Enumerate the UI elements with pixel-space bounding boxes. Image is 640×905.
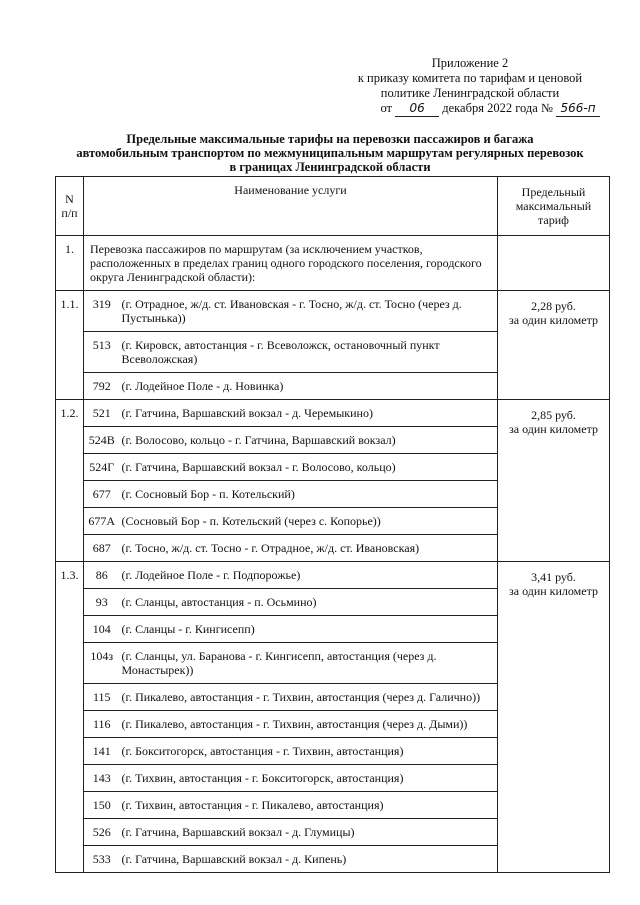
handwritten-order-number: 566-п (556, 101, 600, 117)
group-number: 1.1. (56, 291, 84, 400)
route-name: (г. Гатчина, Варшавский вокзал - г. Волосово, кольцо) (120, 454, 498, 481)
handwritten-day: 06 (395, 101, 439, 117)
appendix-block (340, 56, 600, 117)
group-tariff: 3,41 руб. за один километр (498, 562, 610, 873)
route-code: 513 (84, 332, 120, 373)
route-row (56, 291, 610, 332)
route-name: (г. Гатчина, Варшавский вокзал - д. Кипень) (120, 846, 498, 873)
appendix-committee: политике Ленинградской области (380, 86, 560, 100)
route-name: (г. Гатчина, Варшавский вокзал - д. Черемыкино) (120, 400, 498, 427)
section-tariff-empty (498, 236, 610, 291)
route-name: (г. Кировск, автостанция - г. Всеволожск, остановочный пункт Всеволожская) (120, 332, 498, 373)
group-number: 1.3. (56, 562, 84, 873)
route-name: (г. Пикалево, автостанция - г. Тихвин, автостанция (через д. Галично)) (120, 684, 498, 711)
route-code: 677А (84, 508, 120, 535)
section-text: Перевозка пассажиров по маршрутам (за исключением участков, расположенных в пределах границ одного городского поселения, городского округа Ленинградской области): (84, 236, 498, 291)
appendix-order-ref: к приказу комитета по тарифам и ценовой (357, 71, 583, 85)
route-code: 319 (84, 291, 120, 332)
route-name: (г. Гатчина, Варшавский вокзал - д. Глумицы) (120, 819, 498, 846)
route-name: (г. Отрадное, ж/д. ст. Ивановская - г. Тосно, ж/д. ст. Тосно (через д. Пустынька)) (120, 291, 498, 332)
section-row (56, 236, 610, 291)
group-tariff: 2,85 руб. за один километр (498, 400, 610, 562)
title-line-3: в границах Ленинградской области (229, 160, 431, 174)
route-row (56, 400, 610, 427)
route-name: (г. Сланцы, ул. Баранова - г. Кингисепп, автостанция (через д. Монастырек)) (120, 643, 498, 684)
header-number: N п/п (56, 177, 84, 236)
appendix-date-line (340, 101, 600, 117)
route-code: 677 (84, 481, 120, 508)
route-name: (г. Тосно, ж/д. ст. Тосно - г. Отрадное, ж/д. ст. Ивановская) (120, 535, 498, 562)
route-code: 792 (84, 373, 120, 400)
route-name: (г. Сосновый Бор - п. Котельский) (120, 481, 498, 508)
route-code: 526 (84, 819, 120, 846)
table-header-row (56, 177, 610, 236)
route-name: (г. Тихвин, автостанция - г. Пикалево, автостанция) (120, 792, 498, 819)
appendix-title: Приложение 2 (431, 56, 509, 70)
header-service: Наименование услуги (84, 177, 498, 236)
title-line-1: Предельные максимальные тарифы на перевозки пассажиров и багажа (126, 132, 534, 146)
document-title (40, 132, 620, 174)
route-code: 93 (84, 589, 120, 616)
route-row (56, 562, 610, 589)
route-code: 687 (84, 535, 120, 562)
route-code: 533 (84, 846, 120, 873)
table-body (56, 236, 610, 873)
route-code: 524Г (84, 454, 120, 481)
route-code: 86 (84, 562, 120, 589)
route-name: (г. Лодейное Поле - г. Подпорожье) (120, 562, 498, 589)
route-name: (г. Сланцы - г. Кингисепп) (120, 616, 498, 643)
route-name: (г. Волосово, кольцо - г. Гатчина, Варшавский вокзал) (120, 427, 498, 454)
route-code: 115 (84, 684, 120, 711)
route-name: (г. Пикалево, автостанция - г. Тихвин, автостанция (через д. Дыми)) (120, 711, 498, 738)
route-code: 524В (84, 427, 120, 454)
route-code: 141 (84, 738, 120, 765)
date-prefix: от (380, 101, 392, 115)
header-tariff: Предельный максимальный тариф (498, 177, 610, 236)
route-code: 104 (84, 616, 120, 643)
route-code: 150 (84, 792, 120, 819)
route-code: 104з (84, 643, 120, 684)
group-tariff: 2,28 руб. за один километр (498, 291, 610, 400)
section-number: 1. (56, 236, 84, 291)
route-name: (г. Тихвин, автостанция - г. Бокситогорск, автостанция) (120, 765, 498, 792)
route-name: (г. Бокситогорск, автостанция - г. Тихвин, автостанция) (120, 738, 498, 765)
route-code: 116 (84, 711, 120, 738)
route-code: 521 (84, 400, 120, 427)
route-name: (Сосновый Бор - п. Котельский (через с. Копорье)) (120, 508, 498, 535)
route-name: (г. Лодейное Поле - д. Новинка) (120, 373, 498, 400)
date-month-year: декабря 2022 года № (442, 101, 553, 115)
tariff-table (55, 176, 610, 873)
title-line-2: автомобильным транспортом по межмуниципальным маршрутам регулярных перевозок (76, 146, 584, 160)
group-number: 1.2. (56, 400, 84, 562)
route-code: 143 (84, 765, 120, 792)
route-name: (г. Сланцы, автостанция - п. Осьмино) (120, 589, 498, 616)
